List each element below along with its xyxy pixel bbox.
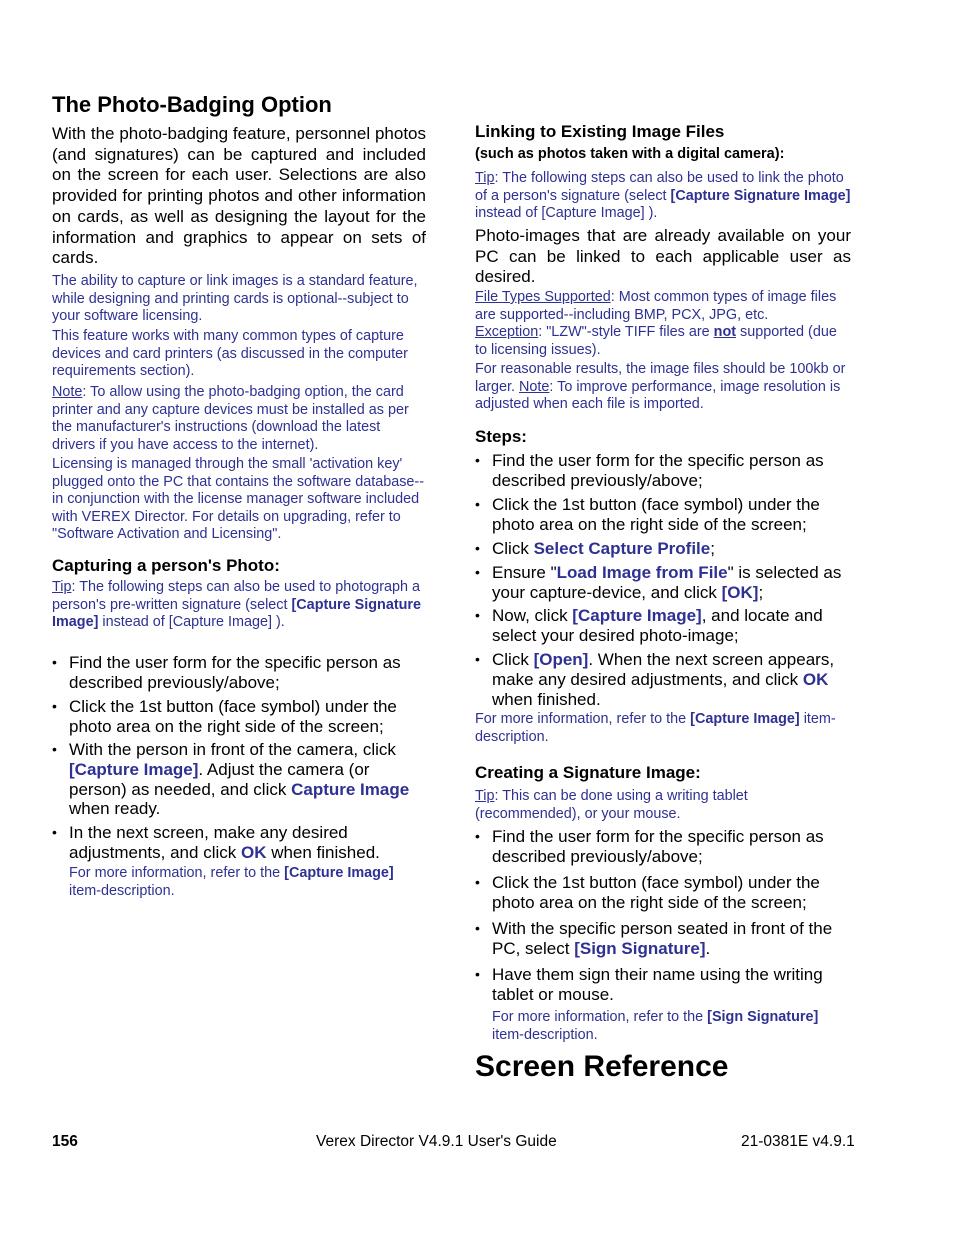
more-info-note: For more information, refer to the [Capture Image] item-description. bbox=[69, 865, 394, 899]
activation-note: Licensing is managed through the small 'activation key' plugged onto the PC that contains the software database--in conjunction with the license manager software included with VEREX Director. For details on upgrading, refer to "Software Activation and Licensing". bbox=[52, 456, 424, 542]
more-info-note: For more information, refer to the [Sign Signature] item-description. bbox=[492, 1009, 819, 1043]
link-tip: Tip: The following steps can also be used to link the photo of a person's signature (select [Capture Signature Image] instead of [Capture Image] ). bbox=[475, 170, 851, 221]
file-types-note: File Types Supported: Most common types of image files are supported--including BMP, PCX, JPG, etc. bbox=[475, 289, 837, 323]
list-item: • With the person in front of the camera, click [Capture Image]. Adjust the camera (or person) as needed, and click Capture Image when ready. bbox=[52, 740, 426, 819]
list-item: • Find the user form for the specific person as described previously/above; bbox=[475, 451, 851, 491]
capture-heading: Capturing a person's Photo: bbox=[52, 556, 280, 575]
list-item: • Click Select Capture Profile; bbox=[475, 539, 851, 559]
list-item: • Find the user form for the specific person as described previously/above; bbox=[475, 827, 851, 867]
more-info-note: For more information, refer to the [Capture Image] item-description. bbox=[475, 711, 836, 745]
signature-heading: Creating a Signature Image: bbox=[475, 763, 701, 782]
results-note: For reasonable results, the image files should be 100kb or larger. Note: To improve performance, image resolution is adjusted when each file is imported. bbox=[475, 361, 846, 412]
list-item: • Click the 1st button (face symbol) under the photo area on the right side of the screen; bbox=[52, 697, 426, 737]
list-item: • Click [Open]. When the next screen appears, make any desired adjustments, and click OK when finished. bbox=[475, 650, 851, 709]
list-item: • In the next screen, make any desired adjustments, and click OK when finished. bbox=[52, 823, 426, 863]
link-subheading: (such as photos taken with a digital camera): bbox=[475, 146, 785, 162]
signature-tip: Tip: This can be done using a writing tablet (recommended), or your mouse. bbox=[475, 788, 748, 822]
intro-paragraph: With the photo-badging feature, personnel photos (and signatures) can be captured and included on the screen for each user. Selections are also provided for printing photos and other information on cards, as well as designing the layout for the information and graphics to appear on sets of cards. bbox=[52, 124, 426, 268]
list-item: • Click the 1st button (face symbol) under the photo area on the right side of the screen; bbox=[475, 873, 851, 913]
list-item: • Find the user form for the specific person as described previously/above; bbox=[52, 653, 426, 693]
exception-note: Exception: "LZW"-style TIFF files are not supported (due to licensing issues). bbox=[475, 324, 837, 358]
list-item: • Ensure "Load Image from File" is selected as your capture-device, and click [OK]; bbox=[475, 563, 851, 603]
install-note: Note: To allow using the photo-badging option, the card printer and any capture devices must be installed as per the manufacturer's instructions (download the latest drivers if you have access to the internet). bbox=[52, 384, 409, 453]
list-item: • Have them sign their name using the writing tablet or mouse. bbox=[475, 965, 851, 1005]
screen-reference-heading: Screen Reference bbox=[475, 1050, 729, 1083]
section-title: The Photo-Badging Option bbox=[52, 92, 332, 117]
licensing-note: The ability to capture or link images is a standard feature, while designing and printing cards is optional--subject to your software licensing. bbox=[52, 273, 418, 324]
link-heading: Linking to Existing Image Files bbox=[475, 122, 725, 141]
page-number: 156 bbox=[52, 1133, 78, 1150]
list-item: • Click the 1st button (face symbol) under the photo area on the right side of the screen; bbox=[475, 495, 851, 535]
list-item: • Now, click [Capture Image], and locate and select your desired photo-image; bbox=[475, 606, 851, 646]
document-number: 21-0381E v4.9.1 bbox=[741, 1133, 855, 1150]
steps-heading: Steps: bbox=[475, 427, 527, 446]
guide-title: Verex Director V4.9.1 User's Guide bbox=[316, 1133, 557, 1150]
link-paragraph: Photo-images that are already available on your PC can be linked to each applicable user as desired. bbox=[475, 226, 851, 287]
capture-tip: Tip: The following steps can also be used to photograph a person's pre-written signature (select [Capture Signature Image] instead of [Capture Image] ). bbox=[52, 579, 422, 630]
list-item: • With the specific person seated in front of the PC, select [Sign Signature]. bbox=[475, 919, 851, 959]
compatibility-note: This feature works with many common types of capture devices and card printers (as discussed in the computer requirements section). bbox=[52, 328, 408, 379]
